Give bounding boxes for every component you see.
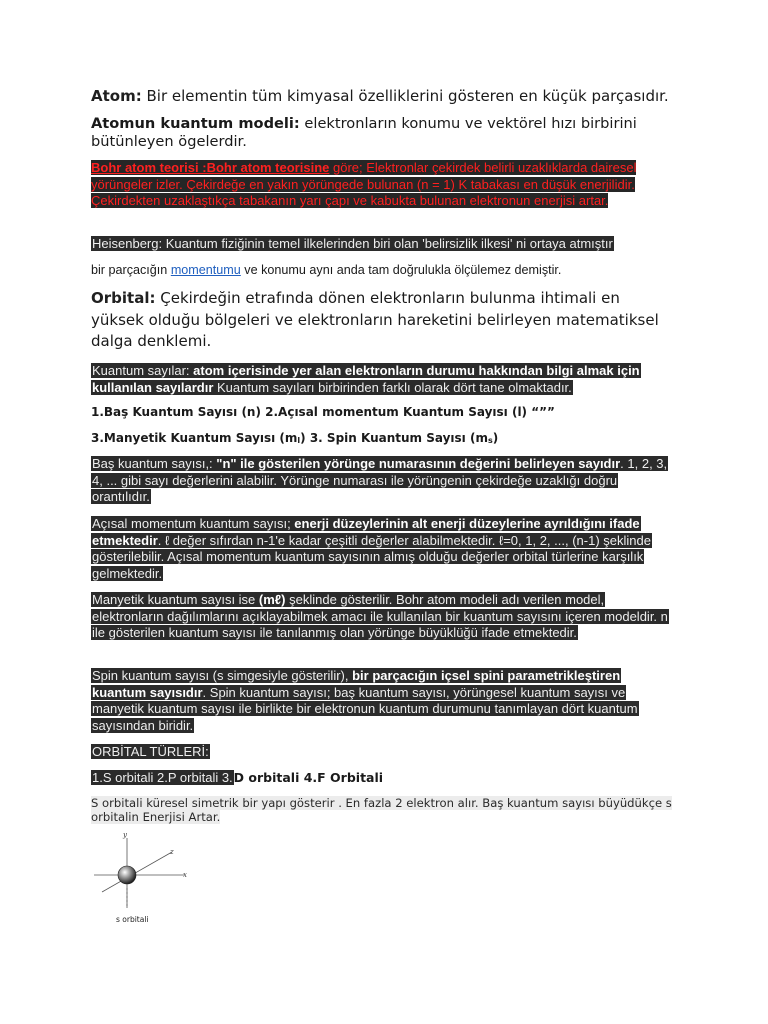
principal-quantum-paragraph: Baş kuantum sayısı,: "n" ile gösterilen yörünge numarasının değerini belirleyen sayıdır. 1, 2, 3, 4, ... gibi sayı değerlerini alabilir. Yörünge numarası ile yörüngenin çekirdeğe uzaklığı doğru orantılıdır. bbox=[92, 456, 668, 504]
s-orbital-sphere bbox=[118, 866, 136, 884]
bohr-term: Bohr atom teorisi :Bohr atom teorisine bbox=[91, 160, 330, 175]
bohr-text: göre; Elektronlar çekirdek belirli uzaklıklarda dairesel yörüngeler izler. Çekirdeğe en yakın yörüngede bulunan (n = 1) K tabakası en düşük enerjilidir. Çekirdekten uzaklaştıkça tabakanın yarı çapı ve kabukta bulunan elektronun enerjisi artar. bbox=[91, 160, 637, 208]
quantum-list-line-1: 1.Baş Kuantum Sayısı (n) 2.Açısal momentum Kuantum Sayısı (l) “”” bbox=[91, 405, 555, 419]
model-text: elektronların konumu ve vektörel hızı birbirini bütünleyen ögelerdir. bbox=[91, 115, 637, 150]
orbital-text: Çekirdeğin etrafında dönen elektronların bulunma ihtimali en yüksek olduğu bölgeleri ve elektronların hareketini belirleyen matematiksel dalga denklemi. bbox=[91, 289, 659, 350]
s-orbital-description: S orbitali küresel simetrik bir yapı gösterir . En fazla 2 elektron alır. Baş kuantum sayısı büyüdükçe s orbitalin Enerjisi Artar. bbox=[91, 796, 672, 824]
x-axis-label: x bbox=[183, 871, 187, 879]
quantum-list-line-2: 3.Manyetik Kuantum Sayısı (ml) 3. Spin Kuantum Sayısı (ms) bbox=[91, 431, 499, 445]
quantum-model-definition bbox=[91, 115, 676, 151]
orbital-types-list: 1.S orbitali 2.P orbitali 3.D orbitali 4.F Orbitali bbox=[92, 770, 384, 785]
model-term: Atomun kuantum modeli: bbox=[91, 115, 300, 132]
z-axis bbox=[102, 852, 172, 892]
spin-quantum-paragraph: Spin kuantum sayısı (s simgesiyle gösterilir), bir parçacığın içsel spini parametrikleştiren kuantum sayısıdır. Spin kuantum sayısı; baş kuantum sayısı, yörüngesel kuantum sayısı ve manyetik kuantum sayısı ile birlikte bir elektronun kuantum durumunu tanımlayan dört kuantum sayısından biridir. bbox=[92, 668, 638, 733]
atom-text: Bir elementin tüm kimyasal özelliklerini gösteren en küçük parçasıdır. bbox=[141, 87, 669, 105]
z-axis-label: z bbox=[170, 848, 174, 856]
orbital-types-heading: ORBİTAL TÜRLERİ: bbox=[92, 744, 209, 759]
angular-quantum-paragraph: Açısal momentum kuantum sayısı; enerji düzeylerinin alt enerji düzeylerine ayrıldığını ifade etmektedir. ℓ değer sıfırdan n-1'e kadar çeşitli değerler alabilmektedir. ℓ=0, 1, 2, ..., (n-1) şeklinde gösterilebilir. Açısal momentum kuantum sayısının almış olduğu değerler orbital türlerine karşılık gelmektedir. bbox=[92, 516, 651, 581]
s-orbital-diagram bbox=[88, 828, 198, 926]
heisenberg-text: Heisenberg: Kuantum fiziğinin temel ilkelerinden biri olan 'belirsizlik ilkesi' ni ortaya atmıştır bbox=[92, 236, 613, 251]
heisenberg-continuation: bir parçacığın momentumu ve konumu aynı anda tam doğrulukla ölçülemez demiştir. bbox=[91, 263, 562, 277]
figure-caption: s orbitali bbox=[116, 915, 149, 924]
atom-term: Atom: bbox=[91, 87, 142, 105]
orbital-definition bbox=[91, 288, 676, 353]
quantum-numbers-paragraph: Kuantum sayılar: atom içerisinde yer alan elektronların durumu hakkından bilgi almak için kullanılan sayılardır Kuantum sayıları birbirinden farklı olarak dört tane olmaktadır. bbox=[92, 363, 640, 395]
heisenberg-line bbox=[91, 236, 676, 253]
s-orbital-figure bbox=[88, 828, 198, 926]
bohr-paragraph bbox=[91, 160, 676, 210]
y-axis-label: y bbox=[123, 831, 127, 839]
magnetic-quantum-paragraph: Manyetik kuantum sayısı ise (mℓ) şeklinde gösterilir. Bohr atom modeli adı verilen model, elektronların dağılımlarını açıklayabilmek amacı ile kullanılan bir kuantum sayısını içeren modeldir. n ile gösterilen kuantum sayısı ile tanılanmış olan yörünge büyüklüğü ifade etmektedir. bbox=[92, 592, 668, 640]
momentum-link[interactable]: momentumu bbox=[170, 263, 241, 277]
atom-definition bbox=[91, 86, 676, 106]
orbital-term: Orbital: bbox=[91, 289, 156, 307]
